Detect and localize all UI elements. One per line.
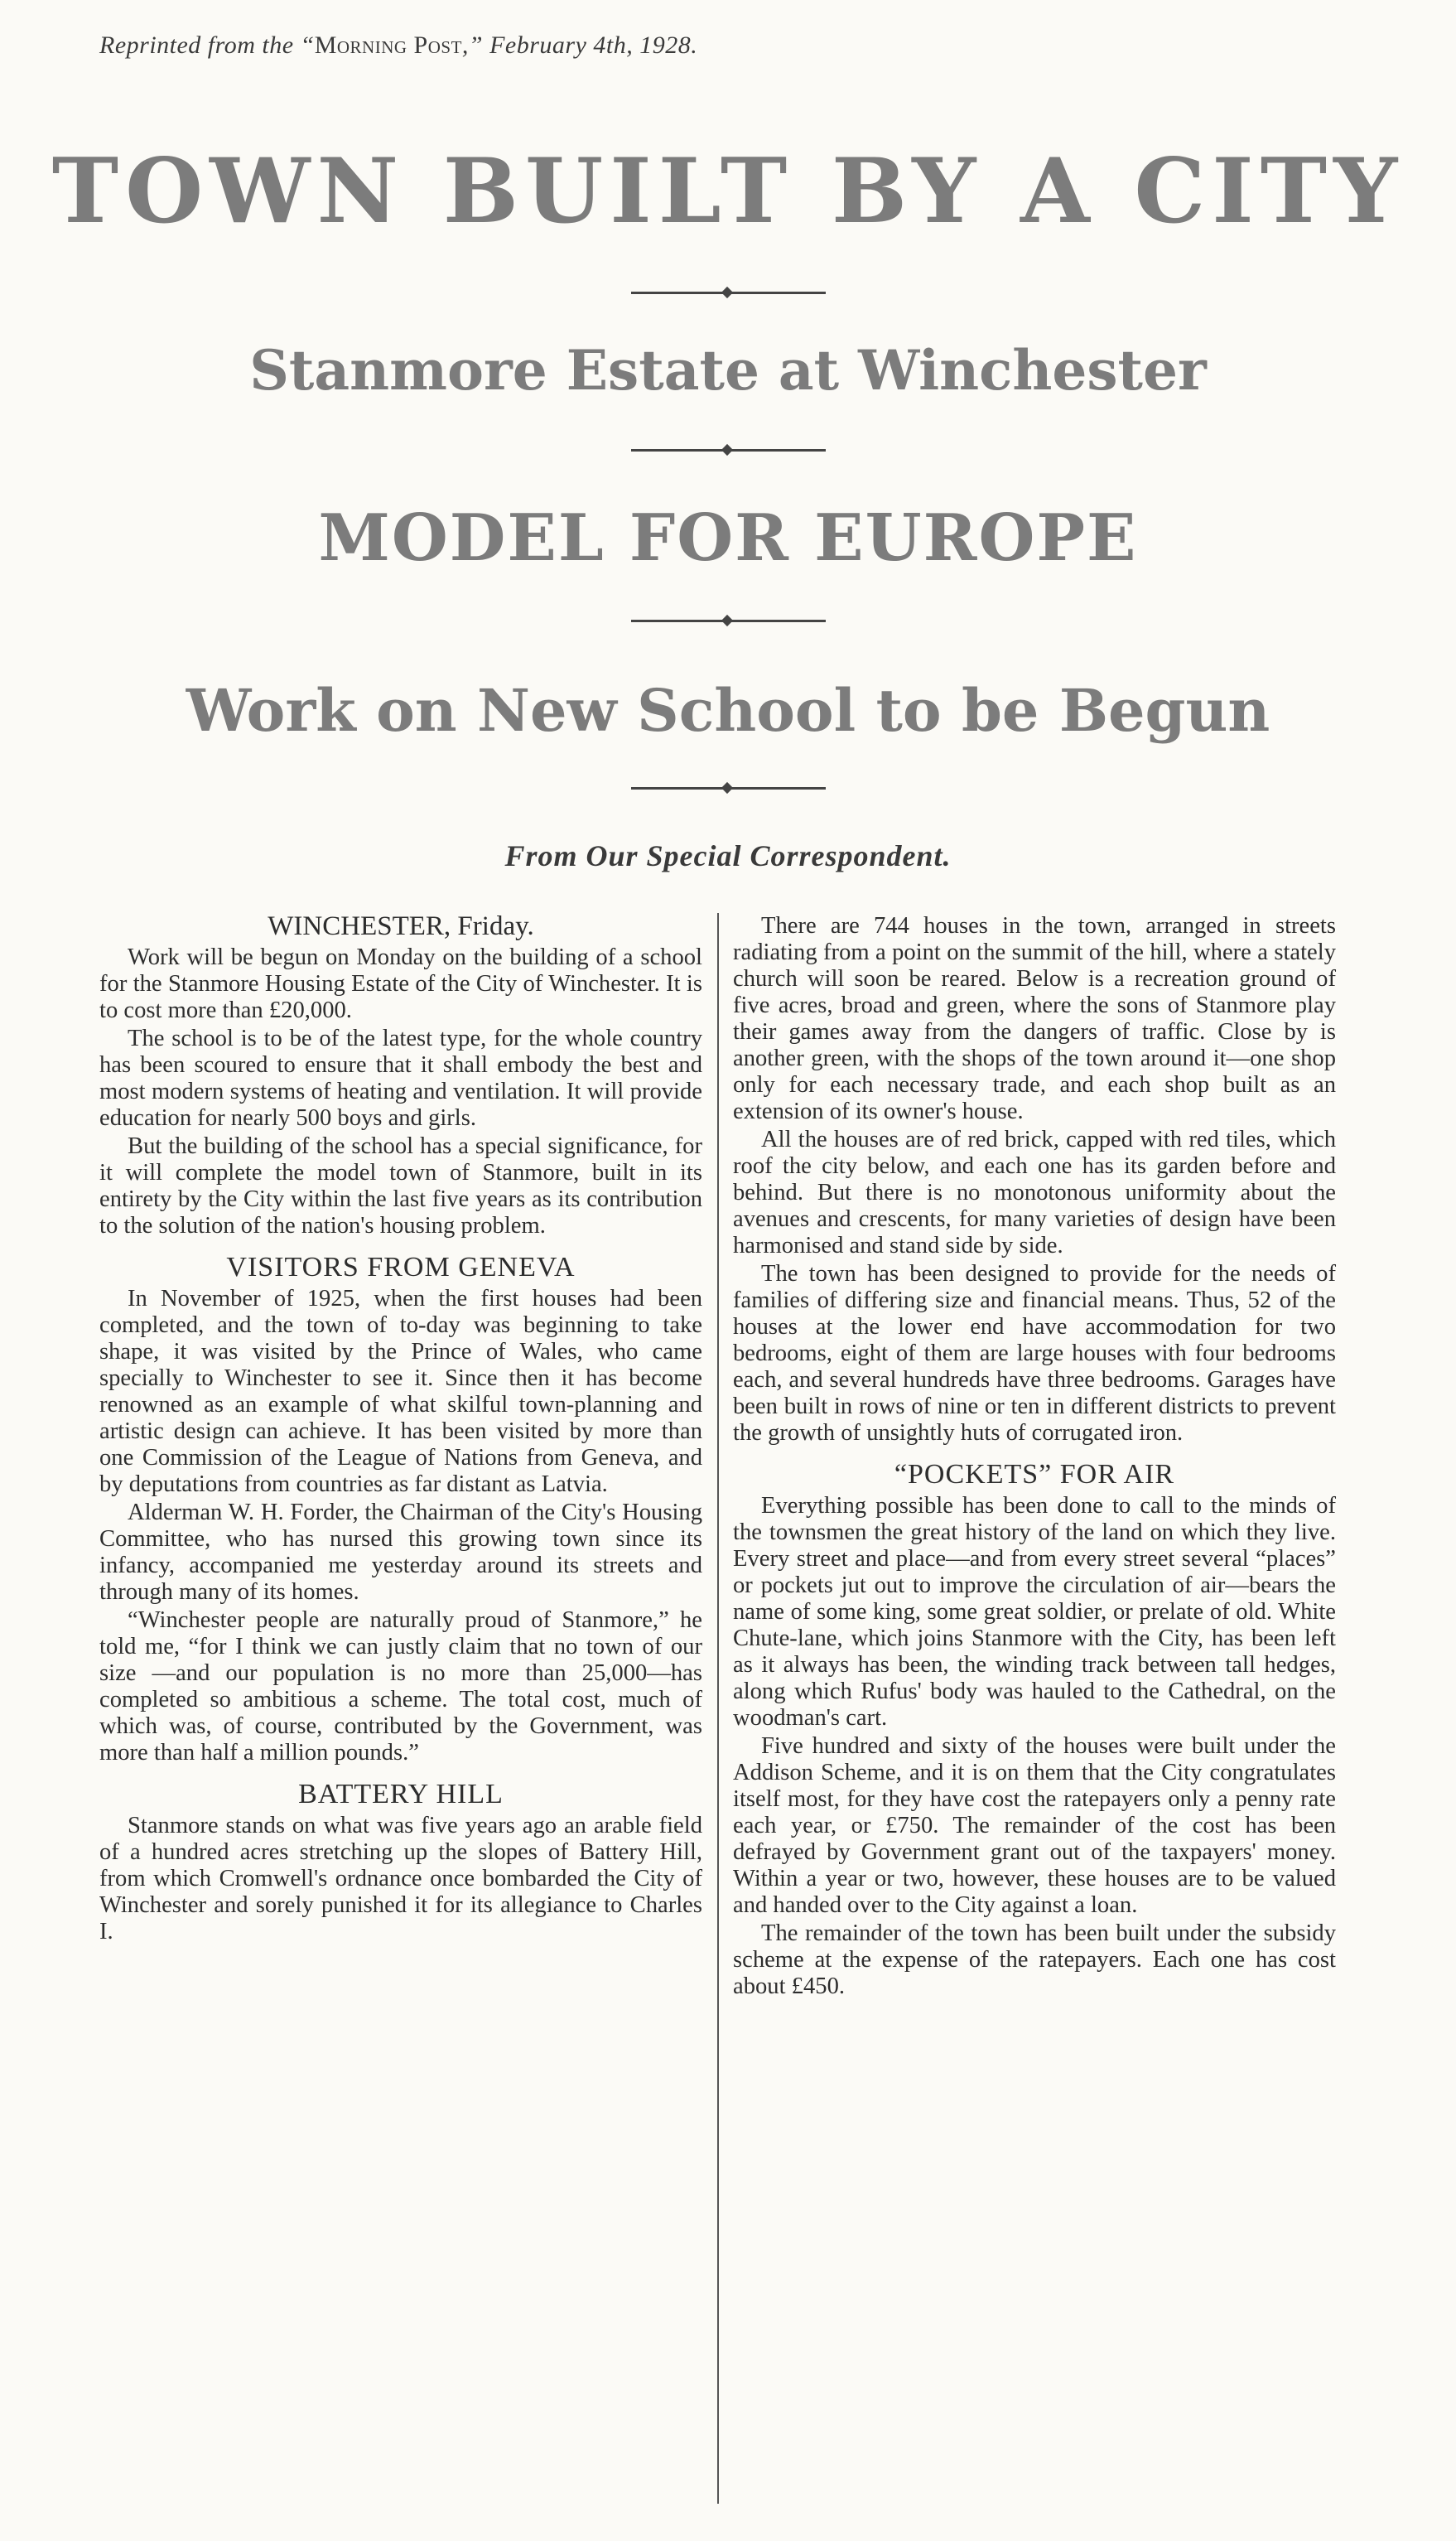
paragraph: All the houses are of red brick, capped with red tiles, which roof the city below, and each one has its garden before and behind. But there is no monotonous uniformity about the avenues and crescents, for many varieties of design have been harmonised and stand side by side. <box>733 1127 1336 1258</box>
left-column <box>99 913 702 1947</box>
paragraph: Alderman W. H. Forder, the Chairman of the City's Housing Committee, who has nursed this growing town since its infancy, accompanied me yesterday around its streets and through many of its homes. <box>99 1500 702 1605</box>
paragraph: “Winchester people are naturally proud of Stanmore,” he told me, “for I think we can justly claim that no town of our size —and our population is no more than 25,000—has completed so ambitious a scheme. The total cost, much of which was, of course, contributed by the Government, was more than half a million pounds.” <box>99 1607 702 1766</box>
paragraph: Stanmore stands on what was five years ago an arable field of a hundred acres stretching up the slopes of Battery Hill, from which Cromwell's ordnance once bombarded the City of Winchester and sorely punished it for its allegiance to Charles I. <box>99 1813 702 1944</box>
sub-headline-model: MODEL FOR EUROPE <box>318 500 1138 576</box>
paragraph: Five hundred and sixty of the houses were built under the Addison Scheme, and it is on them that the City congratulates itself most, for they have cost the ratepayers only a penny rate each year, or £750. The remainder of the cost has been defrayed by Government grant out of the taxpayers' money. Within a year or two, however, these houses are to be valued and handed over to the City against a loan. <box>733 1733 1336 1918</box>
reprint-prefix: Reprinted from the “ <box>99 31 315 59</box>
right-column <box>733 913 1336 2002</box>
dateline: WINCHESTER, Friday. <box>268 911 534 941</box>
paragraph: But the building of the school has a special significance, for it will complete the model town of Stanmore, built in its entirety by the City within the last five years as its contribution to the solution of the nation's housing problem. <box>99 1133 702 1239</box>
paragraph: The remainder of the town has been built under the subsidy scheme at the expense of the ratepayers. Each one has cost about £450. <box>733 1920 1336 1999</box>
sub-headline-school: Work on New School to be Begun <box>186 676 1270 745</box>
sub-headline-estate: Stanmore Estate at Winchester <box>249 338 1207 403</box>
ornamental-rule <box>631 449 826 452</box>
paragraph: In November of 1925, when the first houses had been completed, and the town of to-day was beginning to take shape, it was visited by the Prince of Wales, who came specially to Winchester to see it. Since then it has become renowned as an example of what skilful town-planning and artistic design can achieve. It has been visited by more than one Commission of the League of Nations from Geneva, and by deputations from countries as far distant as Latvia. <box>99 1286 702 1497</box>
ornamental-rule <box>631 787 826 790</box>
paragraph: Work will be begun on Monday on the building of a school for the Stanmore Housing Estate of the City of Winchester. It is to cost more than £20,000. <box>99 944 702 1023</box>
paragraph: The town has been designed to provide for the needs of families of differing size and financial means. Thus, 52 of the houses at the lower end have accommodation for two bedrooms, eight of them are large houses with four bedrooms each, and several hundreds have three bedrooms. Garages have been built in rows of nine or ten in different districts to prevent the growth of unsightly huts of corrugated iron. <box>733 1261 1336 1446</box>
ornamental-rule <box>631 620 826 622</box>
paragraph: The school is to be of the latest type, for the whole country has been scoured to ensure that it shall embody the best and most modern systems of heating and ventilation. It will provide education for nearly 500 boys and girls. <box>99 1026 702 1131</box>
section-heading-pockets: “POCKETS” FOR AIR <box>894 1459 1175 1490</box>
section-heading-geneva: VISITORS FROM GENEVA <box>226 1252 576 1283</box>
reprint-notice <box>99 31 697 60</box>
newspaper-name: Morning Post <box>314 31 462 59</box>
column-divider <box>717 913 719 2504</box>
section-heading-battery-hill: BATTERY HILL <box>298 1779 504 1809</box>
ornamental-rule <box>631 292 826 294</box>
main-headline: TOWN BUILT BY A CITY <box>51 139 1405 244</box>
reprint-suffix: ,” February 4th, 1928. <box>461 31 698 59</box>
paragraph: Everything possible has been done to call to the minds of the townsmen the great history of the land on which they live. Every street and place—and from every street several “places” or pockets jut out to improve the circulation of air—bears the name of some king, some great soldier, or prelate of old. White Chute-lane, which joins Stanmore with the City, has been left as it always has been, the winding track between tall hedges, along which Rufus' body was hauled to the Cathedral, on the woodman's cart. <box>733 1493 1336 1731</box>
paragraph: There are 744 houses in the town, arranged in streets radiating from a point on the summit of the hill, where a stately church will soon be reared. Below is a recreation ground of five acres, broad and green, where the sons of Stanmore play their games away from the dangers of traffic. Close by is another green, with the shops of the town around it—one shop only for each necessary trade, and each shop built as an extension of its owner's house. <box>733 913 1336 1124</box>
byline: From Our Special Correspondent. <box>504 839 952 872</box>
